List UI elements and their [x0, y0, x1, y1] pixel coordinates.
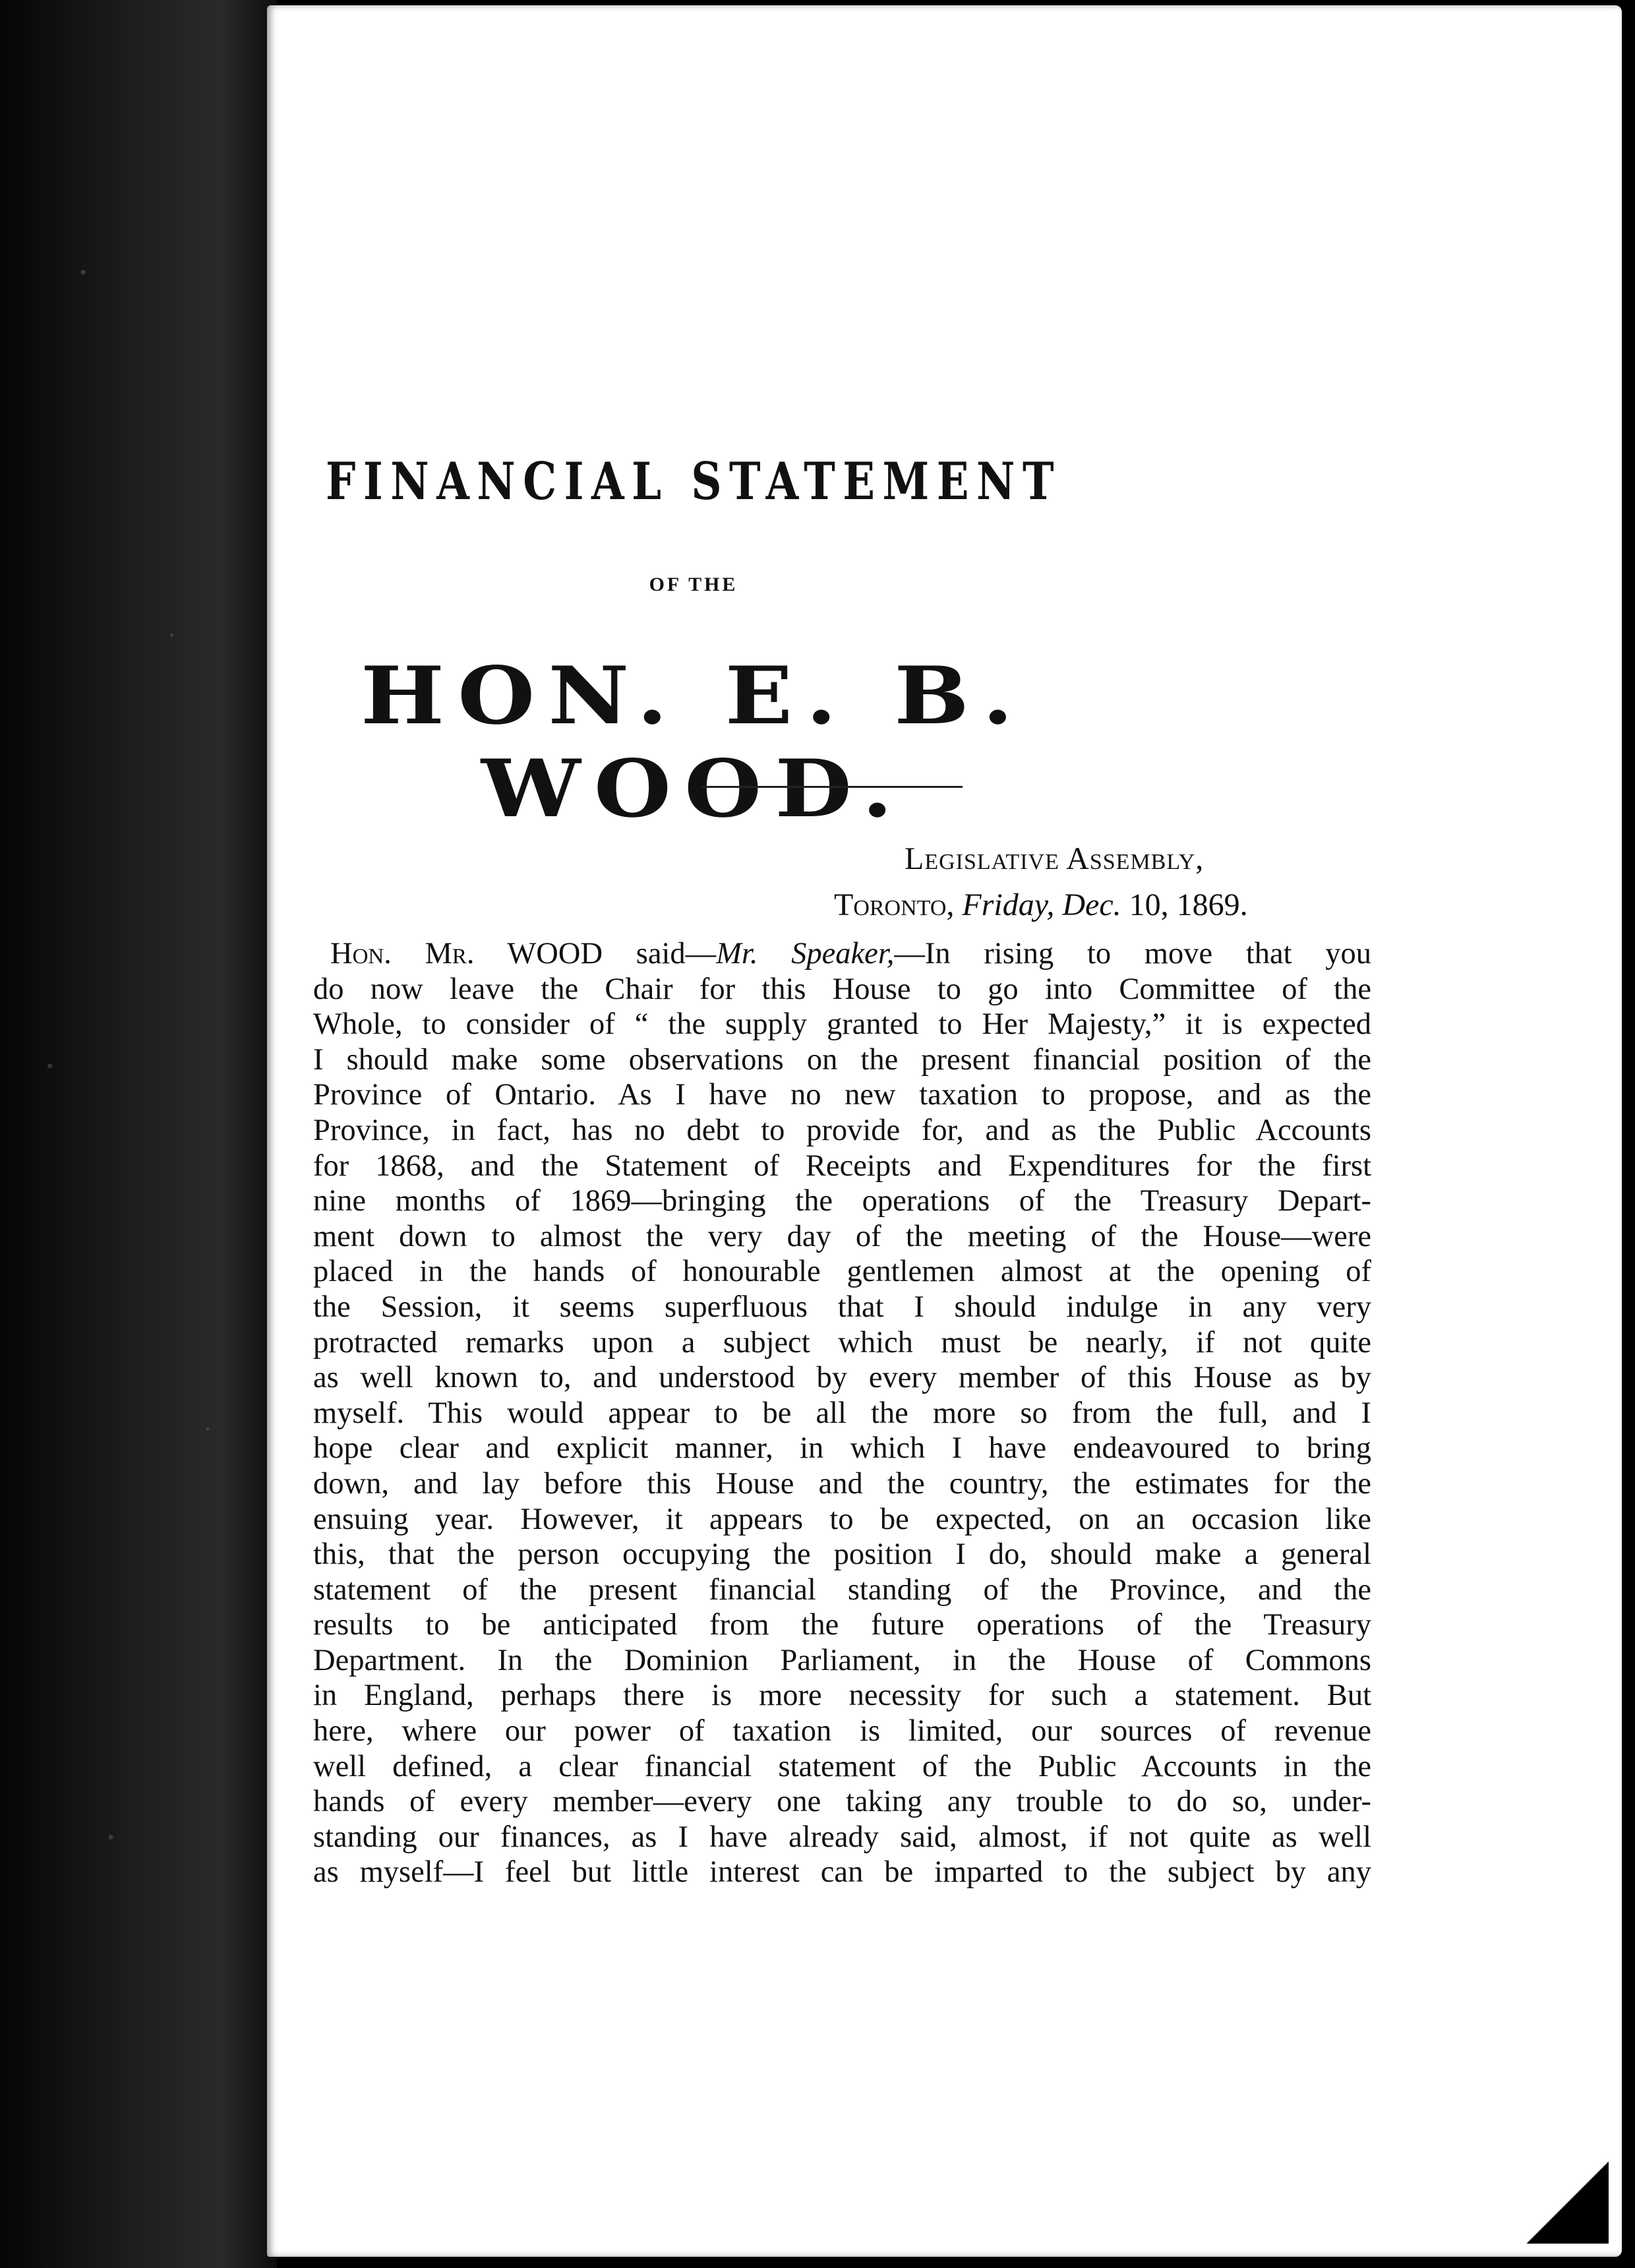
body-line: results to be anticipated from the future operations of the Treasury — [313, 1608, 1371, 1642]
speaker-said: WOOD said— — [474, 937, 717, 970]
page-corner-curl — [1510, 2158, 1609, 2244]
body-line: the Session, it seems superfluous that I should indulge in any very — [313, 1290, 1371, 1324]
body-line: Province of Ontario. As I have no new taxation to propose, and as the — [313, 1078, 1371, 1112]
body-line: well defined, a clear financial statement of the Public Accounts in the — [313, 1749, 1371, 1783]
body-line: here, where our power of taxation is limited, our sources of revenue — [313, 1714, 1371, 1748]
dateline-year: 10, 1869. — [1129, 887, 1248, 922]
body-line: placed in the hands of honourable gentlemen almost at the opening of — [313, 1255, 1371, 1289]
body-line: as well known to, and understood by every member of this House as by — [313, 1361, 1371, 1395]
dateline-month: Dec. — [1062, 887, 1121, 922]
body-line: nine months of 1869—bringing the operations of the Treasury Depart- — [313, 1184, 1371, 1218]
body-line: as myself—I feel but little interest can be imparted to the subject by any — [313, 1855, 1371, 1890]
document-subtitle: OF THE — [649, 574, 738, 595]
first-line-rest: —In rising to move that you — [894, 937, 1371, 970]
body-line: protracted remarks upon a subject which must be nearly, if not quite — [313, 1325, 1371, 1359]
speaker-address: Mr. Speaker, — [716, 937, 895, 970]
assembly-heading: Legislative Assembly, — [905, 841, 1204, 876]
body-line: down, and lay before this House and the country, the estimates for the — [313, 1466, 1371, 1501]
body-line: myself. This would appear to be all the more so from the full, and I — [313, 1396, 1371, 1430]
body-line: standing our finances, as I have already said, almost, if not quite as well — [313, 1820, 1371, 1854]
body-line: do now leave the Chair for this House to go into Committee of the — [313, 972, 1371, 1006]
dateline — [834, 887, 1248, 923]
body-line: ensuing year. However, it appears to be expected, on an occasion like — [313, 1502, 1371, 1536]
speaker-title: Hon. Mr. — [330, 937, 475, 970]
body-line: Department. In the Dominion Parliament, in the House of Commons — [313, 1643, 1371, 1677]
body-line: Whole, to consider of “ the supply granted to Her Majesty,” it is expected — [313, 1007, 1371, 1042]
body-line-first — [313, 936, 1371, 972]
body-line: hands of every member—every one taking any trouble to do so, under- — [313, 1785, 1371, 1819]
dateline-day: Friday, — [962, 887, 1055, 922]
body-line: ment down to almost the very day of the meeting of the House—were — [313, 1219, 1371, 1253]
body-line: I should make some observations on the present financial position of the — [313, 1042, 1371, 1077]
body-line: statement of the present financial standing of the Province, and the — [313, 1572, 1371, 1607]
body-line: this, that the person occupying the position I do, should make a general — [313, 1537, 1371, 1572]
body-line: in England, perhaps there is more necessity for such a statement. But — [313, 1679, 1371, 1713]
document-title: FINANCIAL STATEMENT — [325, 452, 1062, 512]
scanned-binding-edge — [0, 0, 277, 2268]
speech-body — [313, 936, 1371, 1890]
body-line: Province, in fact, has no debt to provide for, and as the Public Accounts — [313, 1113, 1371, 1147]
author-name: HON. E. B. WOOD. — [361, 649, 1026, 835]
dateline-place: Toronto, — [834, 887, 955, 922]
title-divider — [702, 786, 963, 788]
body-line: for 1868, and the Statement of Receipts and Expenditures for the first — [313, 1149, 1371, 1183]
body-line: hope clear and explicit manner, in which I have endeavoured to bring — [313, 1431, 1371, 1466]
